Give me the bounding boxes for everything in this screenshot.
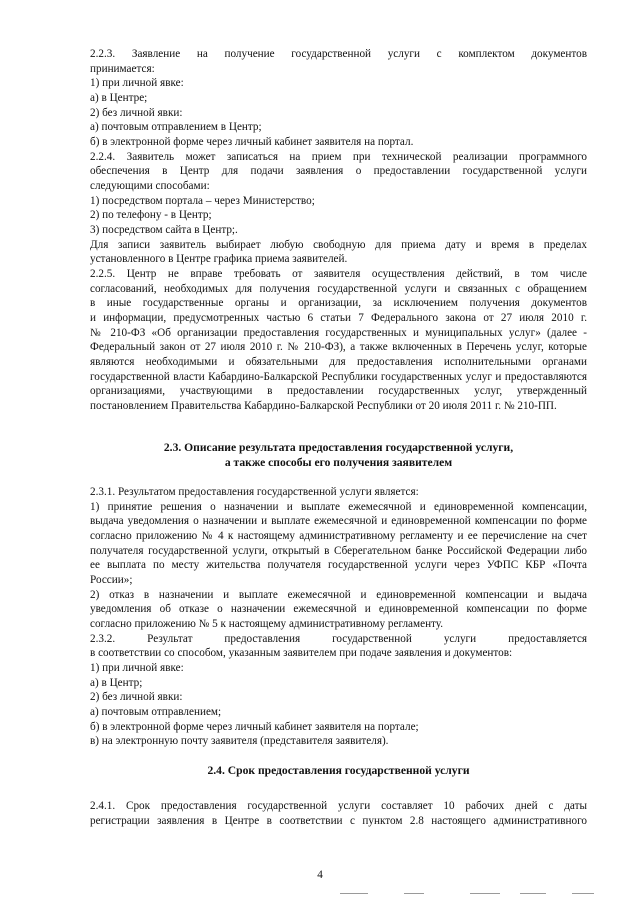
text-line: постановлением Правительства Кабардино-Балкарской Республики от 20 июля 2011 г. № 210-ПП. xyxy=(90,400,557,412)
text-line: 2.2.5. Центр не вправе требовать от заявителя осуществления действий, в том числе xyxy=(90,268,587,280)
text-line: получателя государственной услуги, открытый в Сберегательном банке Российской Федерации либо xyxy=(90,545,587,557)
text-line: а) в Центр; xyxy=(90,677,143,689)
text-line: обеспечения в Центр для подачи заявления о предоставлении государственной услуги xyxy=(90,165,587,177)
section-heading-line: 2.4. Срок предоставления государственной услуги xyxy=(207,764,470,777)
text-line: 2) без личной явки: xyxy=(90,691,183,703)
text-line: и информации, предусмотренных частью 6 статьи 7 Федерального закона от 27 июля 2010 г. xyxy=(90,312,587,324)
text-line: а) почтовым отправлением в Центр; xyxy=(90,121,262,133)
text-line: 2.2.4. Заявитель может записаться на прием при технической реализации программного xyxy=(90,151,587,163)
text-line: 1) при личной явке: xyxy=(90,77,184,89)
text-line: Для записи заявитель выбирает любую свободную для приема дату и время в пределах xyxy=(90,239,587,251)
text-line: 2.4.1. Срок предоставления государственной услуги составляет 10 рабочих дней с даты xyxy=(90,800,587,812)
text-line: являются необходимыми и обязательными для предоставления исполнительными органами xyxy=(90,356,587,368)
text-line: ее выплата по месту жительства получателя государственной услуги через УФПС КБР «Почта xyxy=(90,559,587,571)
section-heading-line: а также способы его получения заявителем xyxy=(224,456,453,469)
text-line: следующими способами: xyxy=(90,180,210,192)
text-line: согласно приложению № 5 к настоящему административному регламенту. xyxy=(90,618,444,630)
text-line: 1) при личной явке: xyxy=(90,662,184,674)
text-line: б) в электронной форме через личный кабинет заявителя на портал. xyxy=(90,136,414,148)
text-line: 2) по телефону - в Центр; xyxy=(90,209,212,221)
section-heading-line: 2.3. Описание результата предоставления государственной услуги, xyxy=(163,441,514,454)
text-line: 3) посредством сайта в Центр;. xyxy=(90,224,238,236)
text-line: Федеральный закон от 27 июля 2010 г. № 210-ФЗ), а также включенных в Перечень услуг, которые xyxy=(90,341,587,353)
text-line: регистрации заявления в Центре в соответствии с пунктом 2.8 настоящего административного xyxy=(90,815,587,827)
text-line: 2.3.1. Результатом предоставления государственной услуги является: xyxy=(90,486,419,498)
text-line: 1) посредством портала – через Министерство; xyxy=(90,195,315,207)
text-line: России»; xyxy=(90,574,133,586)
text-line: выдача уведомления о назначении и выплате ежемесячной и единовременной компенсации по форме xyxy=(90,515,587,527)
text-line: государственной власти Кабардино-Балкарской Республики государственных услуг и предоставляются xyxy=(90,371,587,383)
text-line: б) в электронной форме через личный кабинет заявителя на портале; xyxy=(90,721,419,733)
text-line: 2) отказ в назначении и выплате ежемесячной и единовременной компенсации и выдача xyxy=(90,589,587,601)
text-line: в) на электронную почту заявителя (представителя заявителя). xyxy=(90,735,389,747)
text-line: установленного в Центре графика приема заявителей. xyxy=(90,253,348,265)
text-line: а) почтовым отправлением; xyxy=(90,706,222,718)
text-line: организациями, участвующими в предоставлении государственных услуг, утвержденный xyxy=(90,385,587,397)
text-line: 2) без личной явки: xyxy=(90,107,183,119)
text-line: согласно приложению № 4 к настоящему административному регламенту и ее перечисление на счет xyxy=(90,530,587,542)
text-line: принимается: xyxy=(90,63,155,75)
text-line: а) в Центре; xyxy=(90,92,148,104)
text-line: уведомления об отказе о назначении ежемесячной и единовременной компенсации по форме xyxy=(90,603,587,615)
text-line: № 210-ФЗ «Об организации предоставления государственных и муниципальных услуг» (далее - xyxy=(90,327,587,339)
scan-artifact-marks xyxy=(0,893,640,905)
text-line: в соответствии со способом, указанным заявителем при подаче заявления и документов: xyxy=(90,647,513,659)
page-number: 4 xyxy=(317,869,323,881)
text-line: 1) принятие решения о назначении и выплате ежемесячной и единовременной компенсации, xyxy=(90,501,587,513)
text-line: 2.2.3. Заявление на получение государственной услуги с комплектом документов xyxy=(90,48,587,60)
text-line: 2.3.2. Результат предоставления государственной услуги предоставляется xyxy=(90,633,587,645)
text-line: в иные государственные органы и организации, за исключением получения документов xyxy=(90,297,587,309)
text-line: согласований, необходимых для получения государственной услуги и связанных с обращением xyxy=(90,283,587,295)
